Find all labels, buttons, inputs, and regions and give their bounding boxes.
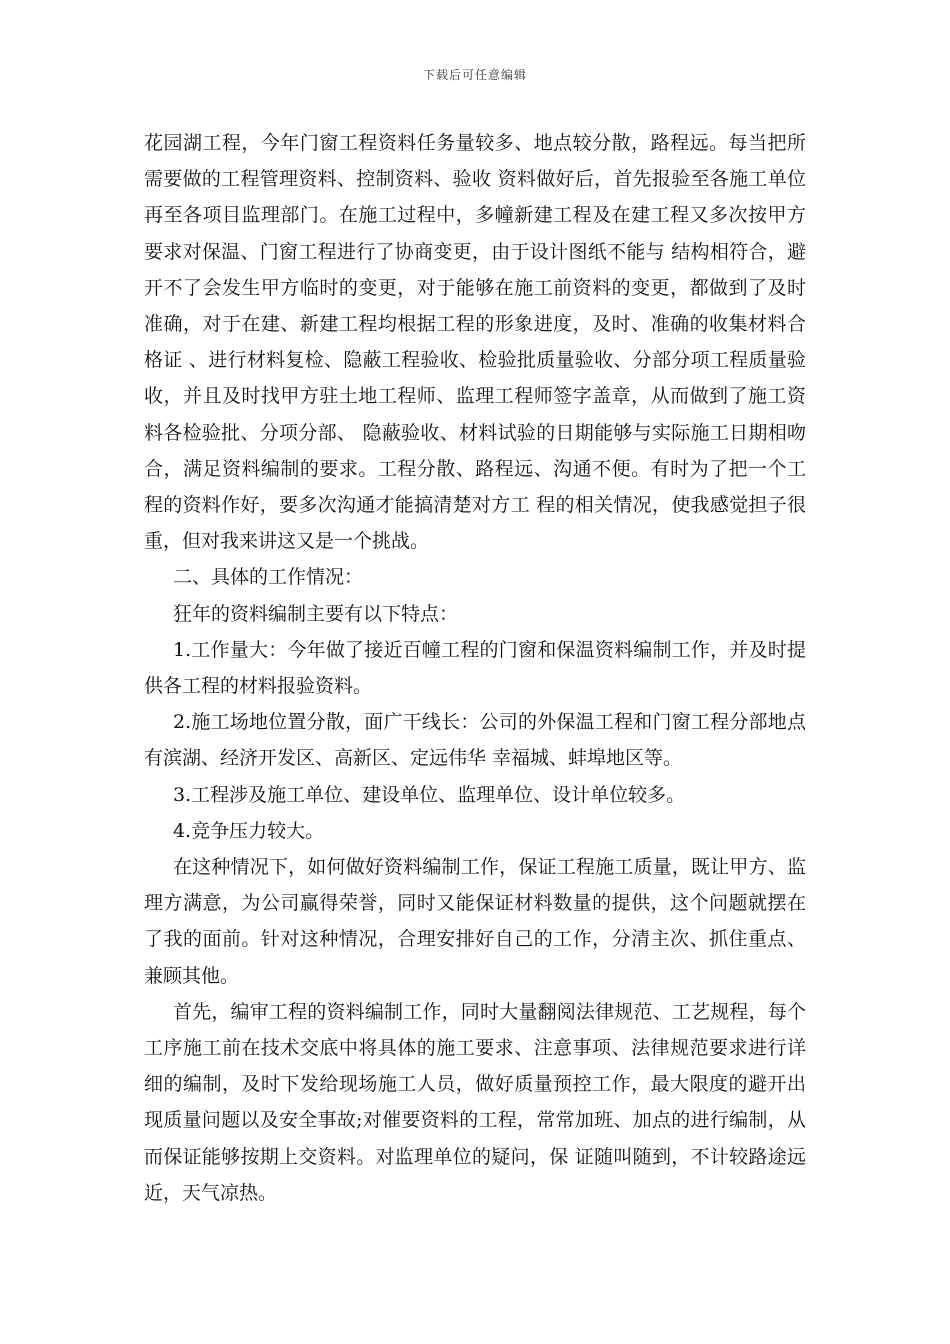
paragraph-features-intro: 狂年的资料编制主要有以下特点： [173, 602, 459, 625]
page-header: 下载后可任意编辑 [422, 68, 527, 82]
paragraph-project-overview: 花园湖工程，今年门窗工程资料任务量较多、地点较分散，路程远。每当把所需要做的工程管理资料、控制资料、验收 资料做好后，首先报验至各施工单位再至各项目监理部门。在施工过程中，多幢新建工程及在建工程又多次按甲方要求对保温、门窗工程进行了协商变更，由于设计图纸不能与 结构相符合，避开不了会发生甲方临时的变更，对于能够在施工前资料的变更，都做到了及时准确，对于在建、新建工程均根据工程的形象进度，及时、准确的收集材料合格证 、进行材料复检、隐蔽工程验收、检验批质量验收、分部分项工程质量验收，并且及时找甲方驻土地工程师、监理工程师签字盖章，从而做到了施工资料各检验批、分项分部、 隐蔽验收、材料试验的日期能够与实际施工日期相吻合，满足资料编制的要求。工程分散、路程远、沟通不便。有时为了把一个工程的资料作好，要多次沟通才能搞清楚对方工 程的相关情况，使我感觉担子很重，但对我来讲这又是一个挑战。 [144, 132, 806, 553]
list-item-competition: 4.竞争压力较大。 [173, 819, 325, 842]
list-item-workload: 1.工作量大：今年做了接近百幢工程的门窗和保温资料编制工作，并及时提供各工程的材料报验资料。 [144, 638, 806, 698]
paragraph-approach: 在这种情况下，如何做好资料编制工作，保证工程施工质量，既让甲方、监理方满意，为公司赢得荣誉，同时又能保证材料数量的提供，这个问题就摆在了我的面前。针对这种情况，合理安排好自己的工作，分清主次、抓住重点、兼顾其他。 [144, 856, 806, 987]
list-item-units-involved: 3.工程涉及施工单位、建设单位、监理单位、设计单位较多。 [173, 783, 686, 806]
paragraph-first-steps: 首先，编审工程的资料编制工作，同时大量翻阅法律规范、工艺规程，每个工序施工前在技术交底中将具体的施工要求、注意事项、法律规范要求进行详细的编制，及时下发给现场施工人员，做好质量预控工作，最大限度的避开出现质量问题以及安全事故;对催要资料的工程，常常加班、加点的进行编制，从而保证能够按期上交资料。对监理单位的疑问，保 证随叫随到，不计较路途远近，天气凉热。 [144, 1000, 806, 1204]
section-heading-work-situation: 二、具体的工作情况： [173, 566, 364, 589]
document-body [144, 125, 806, 1211]
list-item-site-locations: 2.施工场地位置分散，面广干线长：公司的外保温工程和门窗工程分部地点有滨湖、经济开发区、高新区、定远伟华 幸福城、蚌埠地区等。 [144, 711, 806, 770]
